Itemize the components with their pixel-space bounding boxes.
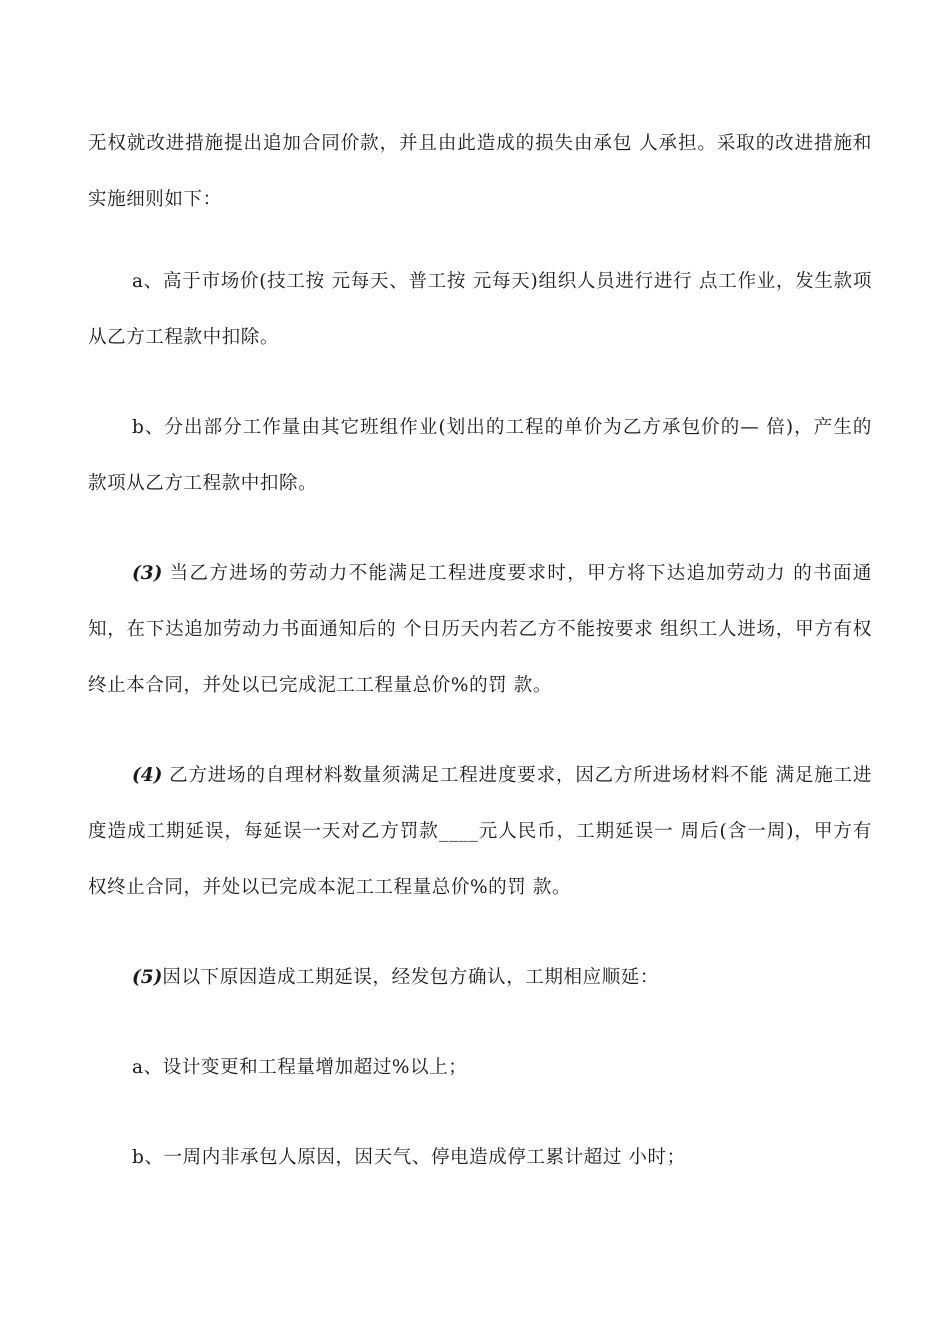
paragraph-item-b-weather-outage: [88, 1130, 872, 1186]
paragraph-text: 当乙方进场的劳动力不能满足工程进度要求时，甲方将下达追加劳动力 的书面通知，在下达追加劳动力书面通知后的 个日历天内若乙方不能按要求 组织工人进场，甲方有权终止本合同，并处以已完成泥工工程量总价%的罚 款。: [88, 563, 872, 696]
clause-number: (4): [132, 765, 163, 786]
document-body: [88, 116, 872, 1186]
paragraph-text: 因以下原因造成工期延误，经发包方确认，工期相应顺延：: [162, 967, 659, 988]
paragraph-text: 无权就改进措施提出追加合同价款，并且由此造成的损失由承包 人承担。采取的改进措施和实施细则如下：: [88, 133, 872, 210]
paragraph-text: a、高于市场价(技工按 元每天、普工按 元每天)组织人员进行进行 点工作业，发生款项从乙方工程款中扣除。: [88, 271, 872, 348]
paragraph-continuation: [88, 116, 872, 228]
paragraph-clause-5: [88, 950, 872, 1006]
paragraph-item-b-reassign-work: [88, 400, 872, 512]
paragraph-text: b、分出部分工作量由其它班组作业(划出的工程的单价为乙方承包价的— 倍)，产生的款项从乙方工程款中扣除。: [88, 417, 872, 494]
paragraph-text: b、一周内非承包人原因，因天气、停电造成停工累计超过 小时；: [132, 1147, 686, 1168]
paragraph-clause-4: [88, 748, 872, 916]
paragraph-item-a-market-price: [88, 254, 872, 366]
paragraph-clause-3: [88, 546, 872, 714]
paragraph-text: a、设计变更和工程量增加超过%以上；: [132, 1057, 468, 1078]
clause-number: (3): [132, 563, 163, 584]
paragraph-text: 乙方进场的自理材料数量须满足工程进度要求，因乙方所进场材料不能 满足施工进度造成工期延误，每延误一天对乙方罚款____元人民币，工期延误一 周后(含一周)，甲方有权终止合同，并处以已完成本泥工工程量总价%的罚 款。: [88, 765, 872, 898]
paragraph-item-a-design-change: [88, 1040, 872, 1096]
clause-number: (5): [132, 967, 163, 988]
